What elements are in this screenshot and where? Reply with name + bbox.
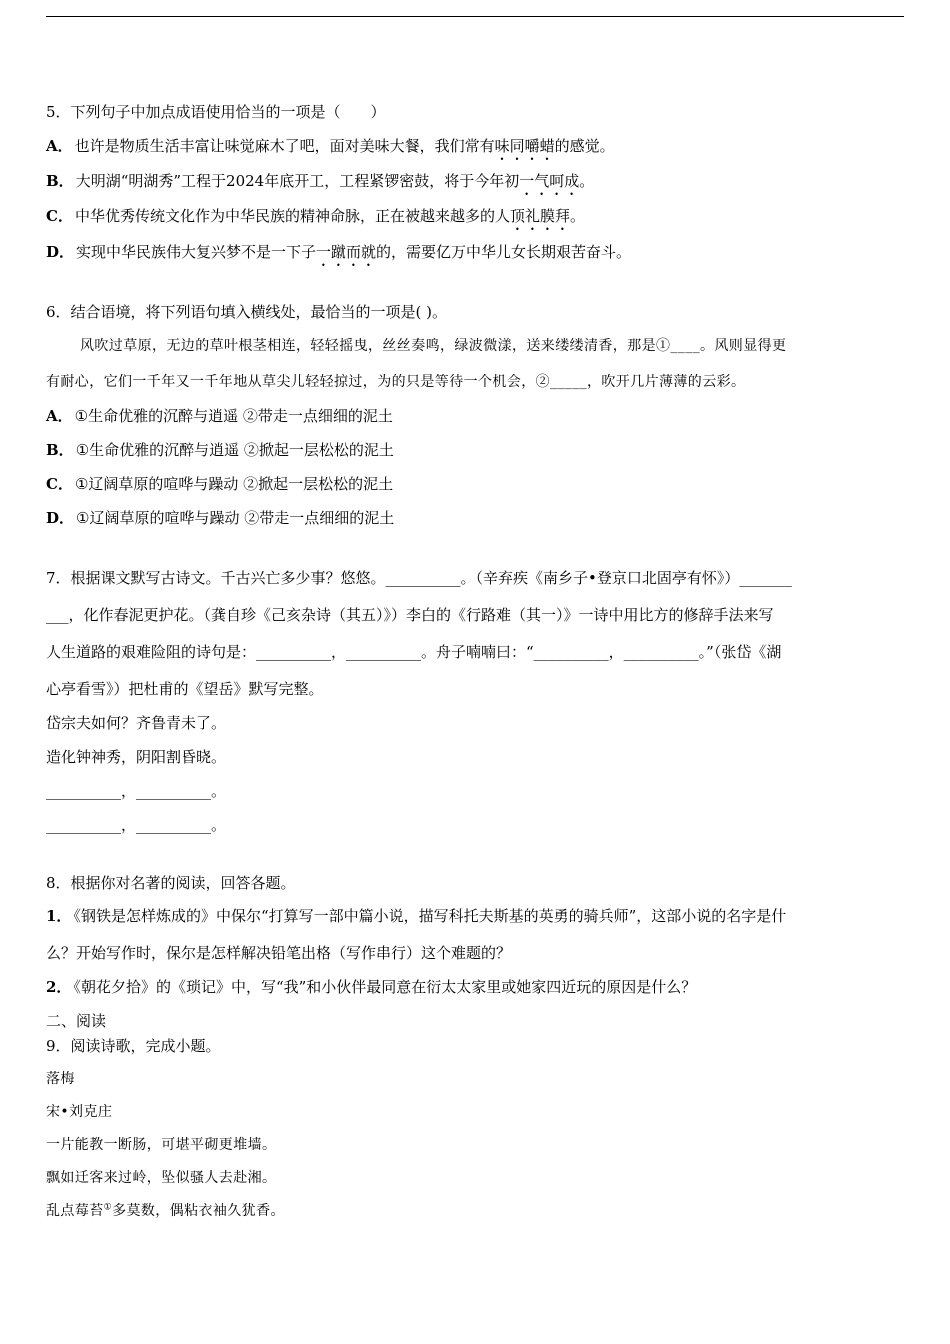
option-letter: C． <box>46 475 73 493</box>
option-letter: A． <box>46 407 73 425</box>
option-letter: C． <box>46 207 73 225</box>
q5-option-b <box>46 171 594 199</box>
q6-stem: 6．结合语境，将下列语句填入横线处，最恰当的一项是( )。 <box>46 303 448 321</box>
option-text: 。 <box>579 172 595 190</box>
option-letter: D． <box>46 243 75 261</box>
q5-option-a <box>46 136 615 164</box>
option-letter: B． <box>46 172 74 190</box>
poem-title: 落梅 <box>46 1071 75 1087</box>
option-text: 的感觉。 <box>554 137 615 155</box>
dotted-idiom: 味同嚼蜡 <box>494 137 555 155</box>
q5-stem: 5．下列句子中加点成语使用恰当的一项是（ ） <box>46 103 386 121</box>
q6-passage-line-1: 风吹过草原，无边的草叶根茎相连，轻轻摇曳，丝丝奏鸣，绿波微漾，送来缕缕清香，那是①____。风则显得更 <box>80 338 787 354</box>
option-text: 大明湖“明湖秀”工程于2024年底开工，工程紧锣密鼓，将于今年初 <box>75 172 520 190</box>
option-text: ①辽阔草原的喧哗与躁动 ②带走一点细细的泥土 <box>76 509 395 527</box>
q5-option-d <box>46 242 631 270</box>
q5-option-c <box>46 206 585 234</box>
q8-sub-1 <box>46 906 786 926</box>
q9-stem: 9．阅读诗歌，完成小题。 <box>46 1037 221 1055</box>
q6-option-c <box>46 474 393 494</box>
poem-line-3 <box>46 1201 285 1221</box>
option-text: ①生命优雅的沉醉与逍遥 ②掀起一层松松的泥土 <box>75 441 394 459</box>
q7-line-4: 心亭看雪》）把杜甫的《望岳》默写完整。 <box>46 680 324 698</box>
q6-passage-line-2: 有耐心，它们一千年又一千年地从草尖儿轻轻掠过，为的只是等待一个机会，②_____，吹开几片薄薄的云彩。 <box>46 374 746 390</box>
poem-line-2: 飘如迁客来过岭，坠似骚人去赴湘。 <box>46 1170 277 1186</box>
sub-number: 1． <box>46 907 72 925</box>
sub-text: 《朝花夕拾》的《琐记》中，写“我”和小伙伴最同意在衍太太家里或她家四近玩的原因是什么？ <box>73 978 697 996</box>
q7-fill-blank-2: __________，__________。 <box>46 816 227 834</box>
poem-author: 宋•刘克庄 <box>46 1104 113 1120</box>
poem-line-1: 一片能教一断肠，可堪平砌更堆墙。 <box>46 1137 277 1153</box>
dotted-idiom: 一气呵成 <box>519 172 580 190</box>
dotted-idiom: 一蹴而就 <box>316 243 377 261</box>
q7-line-1: 7．根据课文默写古诗文。千古兴亡多少事？悠悠。__________。（辛弃疾《南乡子•登京口北固亭有怀》）_______ <box>46 569 792 587</box>
option-text: 的，需要亿万中华儿女长期艰苦奋斗。 <box>376 243 632 261</box>
option-letter: B． <box>46 441 74 459</box>
q7-poem-line-2: 造化钟神秀，阴阳割昏晓。 <box>46 748 227 766</box>
q6-option-b <box>46 440 394 460</box>
option-text: 实现中华民族伟大复兴梦不是一下子 <box>76 243 317 261</box>
q7-fill-blank-1: __________，__________。 <box>46 782 227 800</box>
option-text: 也许是物质生活丰富让味觉麻木了吧，面对美味大餐，我们常有 <box>74 137 495 155</box>
poem-text: 乱点莓苔 <box>46 1203 104 1219</box>
sub-number: 2． <box>46 978 72 996</box>
q7-line-2: ___，化作春泥更护花。（龚自珍《己亥杂诗（其五）》）李白的《行路难（其一）》一诗中用比方的修辞手法来写 <box>46 606 774 624</box>
option-letter: D． <box>46 509 75 527</box>
q7-poem-line-1: 岱宗夫如何？齐鲁青未了。 <box>46 714 227 732</box>
q6-option-d <box>46 508 394 528</box>
q8-sub-1-cont: 么？开始写作时，保尔是怎样解决铅笔出格（写作串行）这个难题的？ <box>46 944 512 962</box>
q8-stem: 8．根据你对名著的阅读，回答各题。 <box>46 874 296 892</box>
q6-option-a <box>46 406 393 426</box>
poem-text: 多莫数，偶粘衣袖久犹香。 <box>112 1203 285 1219</box>
dotted-idiom: 顶礼膜拜 <box>509 207 570 225</box>
q7-line-3: 人生道路的艰难险阻的诗句是：__________，__________。舟子喃喃曰：“__________，__________。”（张岱《湖 <box>46 643 782 661</box>
option-text: 。 <box>569 207 585 225</box>
footnote-marker: ① <box>103 1202 113 1213</box>
option-text: ①生命优雅的沉醉与逍遥 ②带走一点细细的泥土 <box>74 407 393 425</box>
section-heading: 二、阅读 <box>46 1012 107 1030</box>
header-rule <box>46 16 904 17</box>
q8-sub-2 <box>46 977 696 997</box>
sub-text: 《钢铁是怎样炼成的》中保尔“打算写一部中篇小说，描写科托夫斯基的英勇的骑兵师”，这部小说的名字是什 <box>73 907 787 925</box>
option-text: 中华优秀传统文化作为中华民族的精神命脉，正在被越来越多的人 <box>74 207 510 225</box>
option-text: ①辽阔草原的喧哗与躁动 ②掀起一层松松的泥土 <box>74 475 394 493</box>
option-letter: A． <box>46 137 73 155</box>
